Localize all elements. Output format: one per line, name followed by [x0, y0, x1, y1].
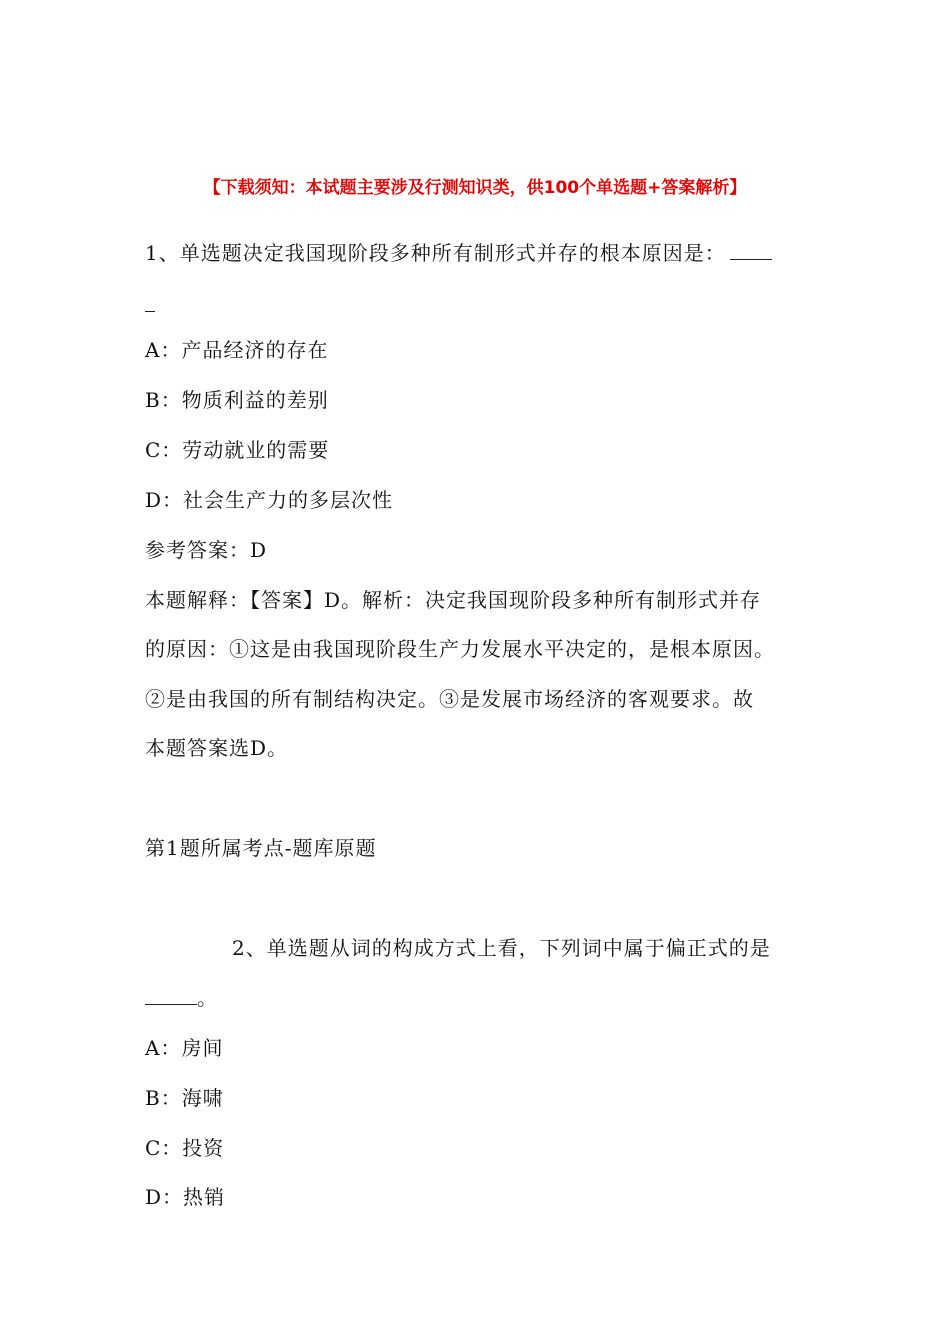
answer-blank-continuation	[145, 290, 155, 320]
answer-blank	[145, 984, 197, 1005]
download-notice: 【下载须知：本试题主要涉及行测知识类，供100个单选题+答案解析】	[203, 178, 747, 198]
question-1-explanation-line-2: 的原因：①这是由我国现阶段生产力发展水平决定的，是根本原因。	[145, 637, 775, 661]
question-1-option-b: B：物质利益的差别	[145, 388, 329, 412]
question-1-stem-text: 1、单选题决定我国现阶段多种所有制形式并存的根本原因是：	[145, 241, 726, 265]
question-2-stem-end-text: 。	[197, 986, 218, 1010]
answer-blank	[145, 291, 155, 312]
question-2-stem: 2、单选题从词的构成方式上看，下列词中属于偏正式的是	[232, 936, 771, 960]
question-2-stem-end	[145, 983, 218, 1013]
question-2-option-d: D：热销	[145, 1185, 226, 1209]
question-1-explanation-line-3: ②是由我国的所有制结构决定。③是发展市场经济的客观要求。故	[145, 687, 754, 711]
question-2-option-a: A：房间	[145, 1036, 224, 1060]
question-1-explanation-line-4: 本题答案选D。	[145, 736, 289, 760]
question-2-option-c: C：投资	[145, 1136, 225, 1160]
question-1-topic: 第1题所属考点-题库原题	[145, 836, 377, 860]
question-1-option-c: C：劳动就业的需要	[145, 438, 330, 462]
question-1-stem	[145, 238, 772, 268]
question-1-option-d: D：社会生产力的多层次性	[145, 488, 394, 512]
question-1-explanation-line-1: 本题解释：【答案】D。解析：决定我国现阶段多种所有制形式并存	[145, 588, 762, 612]
answer-blank	[730, 239, 772, 260]
question-1-option-a: A：产品经济的存在	[145, 338, 329, 362]
question-1-answer: 参考答案：D	[145, 538, 268, 562]
question-2-option-b: B：海啸	[145, 1086, 224, 1110]
